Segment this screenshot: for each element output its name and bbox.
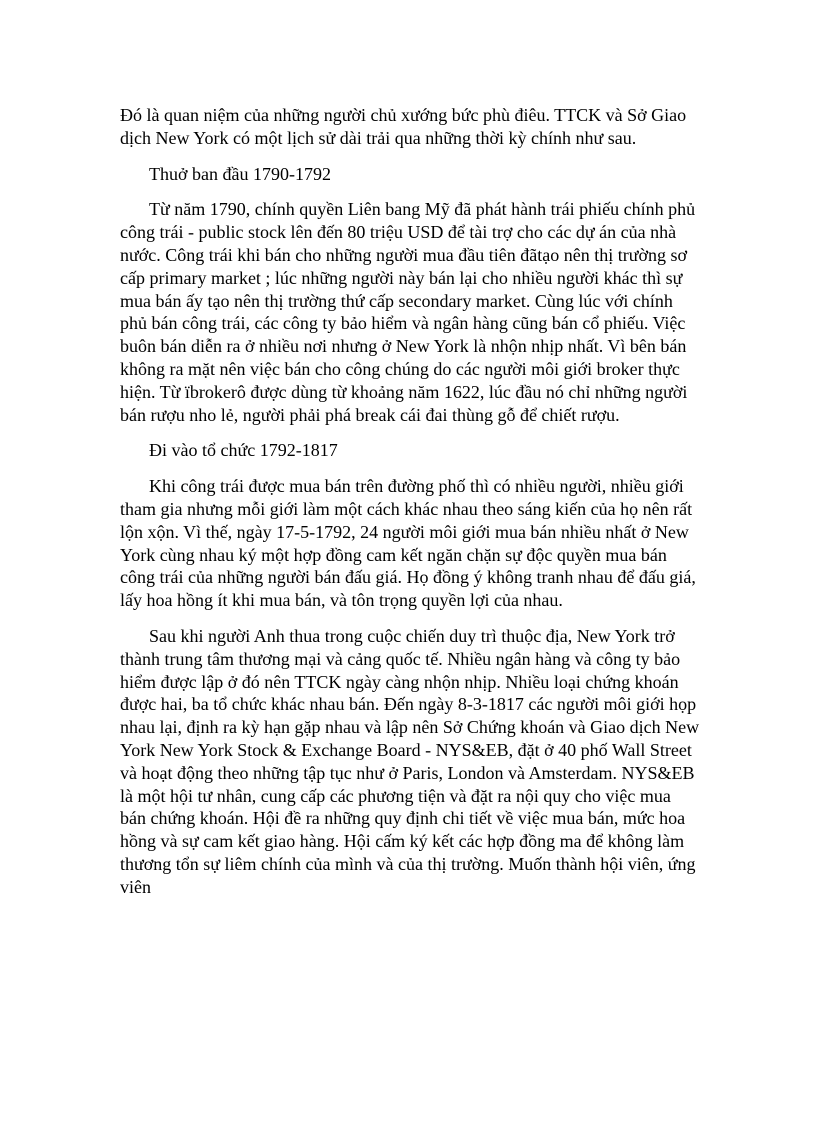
early-period-paragraph: Từ năm 1790, chính quyền Liên bang Mỹ đã phát hành trái phiếu chính phủ công trái - public stock lên đến 80 triệu USD để tài trợ cho các dự án của nhà nước. Công trái khi bán cho những người mua đầu tiên đãtạo nên thị trường sơ cấp primary market ; lúc những người này bán lại cho nhiều người khác thì sự mua bán ấy tạo nên thị trường thứ cấp secondary market. Cùng lúc với chính phủ bán công trái, các công ty bảo hiểm và ngân hàng cũng bán cổ phiếu. Việc buôn bán diễn ra ở nhiều nơi nhưng ở New York là nhộn nhịp nhất. Vì bên bán không ra mặt nên việc bán cho công chúng do các người môi giới broker thực hiện. Từ ïbrokerô được dùng từ khoảng năm 1622, lúc đầu nó chỉ những người bán rượu nho lẻ, người phải phá break cái đai thùng gỗ để chiết rượu. bbox=[120, 199, 696, 425]
organization-paragraph: Khi công trái được mua bán trên đường phố thì có nhiều người, nhiều giới tham gia nhưng mỗi giới làm một cách khác nhau theo sáng kiến của họ nên rất lộn xộn. Vì thế, ngày 17-5-1792, 24 người môi giới mua bán nhiều nhất ở New York cùng nhau ký một hợp đồng cam kết ngăn chặn sự độc quyền mua bán công trái của những người bán đấu giá. Họ đồng ý không tranh nhau để đấu giá, lấy hoa hồng ít khi mua bán, và tôn trọng quyền lợi của nhau. bbox=[120, 476, 696, 611]
nyseb-paragraph: Sau khi người Anh thua trong cuộc chiến duy trì thuộc địa, New York trở thành trung tâm thương mại và cảng quốc tế. Nhiều ngân hàng và công ty bảo hiểm được lập ở đó nên TTCK ngày càng nhộn nhịp. Nhiều loại chứng khoán được hai, ba tổ chức khác nhau bán. Đến ngày 8-3-1817 các người môi giới họp nhau lại, định ra kỳ hạn gặp nhau và lập nên Sở Chứng khoán và Giao dịch New York New York Stock & Exchange Board - NYS&EB, đặt ở 40 phố Wall Street và hoạt động theo những tập tục như ở Paris, London và Amsterdam. NYS&EB là một hội tư nhân, cung cấp các phương tiện và đặt ra nội quy cho việc mua bán chứng khoán. Hội đề ra những quy định chi tiết về việc mua bán, mức hoa hồng và sự cam kết giao hàng. Hội cấm ký kết các hợp đồng ma để không làm thương tổn sự liêm chính của mình và của thị trường. Muốn thành hội viên, ứng viên bbox=[120, 625, 700, 897]
section-heading-organization: Đi vào tổ chức 1792-1817 bbox=[149, 440, 338, 461]
section-heading-early-period: Thuở ban đầu 1790-1792 bbox=[149, 163, 331, 184]
document-page bbox=[120, 104, 700, 912]
intro-paragraph: Đó là quan niệm của những người chủ xướng bức phù điêu. TTCK và Sở Giao dịch New York có một lịch sử dài trải qua những thời kỳ chính như sau. bbox=[120, 105, 687, 148]
